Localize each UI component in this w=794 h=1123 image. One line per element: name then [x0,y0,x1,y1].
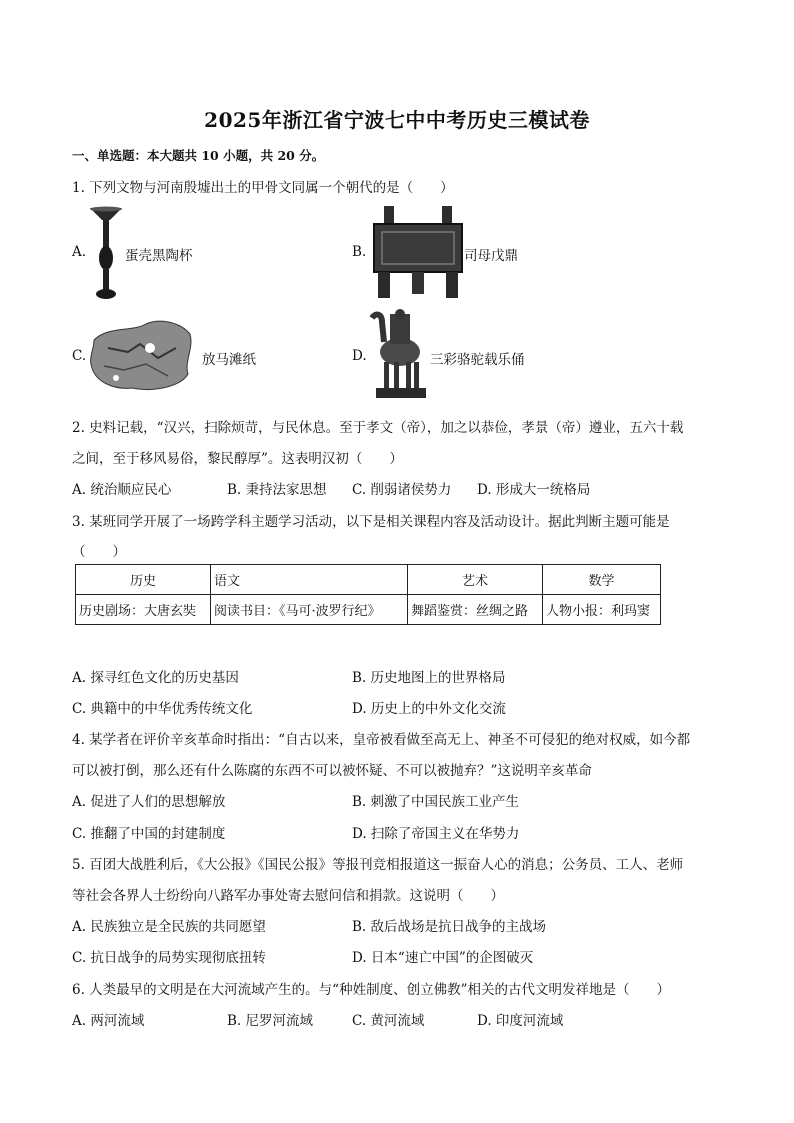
table-cell-chinese: 阅读书目：《马可·波罗行纪》 [211,595,408,625]
q5-option-b: B. 敌后战场是抗日战争的主战场 [352,919,547,935]
q3-stem-line2: （ ） [72,544,126,560]
table-cell-math: 人物小报：利玛窦 [543,595,661,625]
table-header-art: 艺术 [408,565,543,595]
q1-option-c-label: 放马滩纸 [202,352,256,368]
q4-stem-line1: 4. 某学者在评价辛亥革命时指出：“自古以来，皇帝被看做至高无上、神圣不可侵犯的绝对权威，如今都 [72,732,691,748]
q5-option-d: D. 日本“速亡中国”的企图破灭 [352,950,534,966]
q5-option-a: A. 民族独立是全民族的共同愿望 [72,919,266,935]
q3-option-d: D. 历史上的中外文化交流 [352,701,506,717]
q6-option-c: C. 黄河流域 [352,1013,425,1029]
q1-option-d-label: 三彩骆驼载乐俑 [430,352,525,368]
q4-option-b: B. 刺激了中国民族工业产生 [352,794,520,810]
q2-option-c: C. 削弱诸侯势力 [352,482,452,498]
q1-option-a-letter: A. [72,244,87,260]
tricolor-camel-icon [368,308,428,402]
q1-option-a-label: 蛋壳黑陶杯 [125,248,193,264]
exam-title: 2025年浙江省宁波七中中考历史三模试卷 [204,108,590,132]
table-cell-art: 舞蹈鉴赏：丝绸之路 [408,595,543,625]
table-header-chinese: 语文 [211,565,408,595]
course-table [75,564,661,625]
q2-option-d: D. 形成大一统格局 [477,482,591,498]
q1-option-c-letter: C. [72,348,87,364]
q1-option-b-letter: B. [352,244,367,260]
q2-stem-line2: 之间，至于移风易俗，黎民醇厚”。这表明汉初（ ） [72,451,403,467]
q4-option-d: D. 扫除了帝国主义在华势力 [352,826,520,842]
table-header-row [76,565,661,595]
q2-stem-line1: 2. 史料记载，“汉兴，扫除烦苛，与民休息。至于孝文（帝），加之以恭俭，孝景（帝）遵业，五六十载 [72,420,684,436]
table-header-history: 历史 [76,565,211,595]
q5-option-c: C. 抗日战争的局势实现彻底扭转 [72,950,266,966]
section-heading: 一、单选题：本大题共 10 小题，共 20 分。 [72,148,325,163]
q3-option-b: B. 历史地图上的世界格局 [352,670,506,686]
q4-option-a: A. 促进了人们的思想解放 [72,794,226,810]
q3-option-c: C. 典籍中的中华优秀传统文化 [72,701,253,717]
q4-option-c: C. 推翻了中国的封建制度 [72,826,226,842]
q6-stem: 6. 人类最早的文明是在大河流域产生的。与“种姓制度、创立佛教”相关的古代文明发祥地是（ ） [72,982,670,998]
q1-stem: 1. 下列文物与河南殷墟出土的甲骨文同属一个朝代的是（ ） [72,180,454,196]
q5-stem-line2: 等社会各界人士纷纷向八路军办事处寄去慰问信和捐款。这说明（ ） [72,888,504,904]
bronze-ding-icon [372,206,464,300]
table-row [76,595,661,625]
q2-option-b: B. 秉持法家思想 [227,482,327,498]
q3-stem-line1: 3. 某班同学开展了一场跨学科主题学习活动，以下是相关课程内容及活动设计。据此判断主题可能是 [72,514,670,530]
table-cell-history: 历史剧场：大唐玄奘 [76,595,211,625]
table-header-math: 数学 [543,565,661,595]
black-pottery-cup-icon [88,206,124,302]
q6-option-d: D. 印度河流域 [477,1013,564,1029]
q1-option-d-letter: D. [352,348,367,364]
ancient-paper-icon [88,318,194,394]
q4-stem-line2: 可以被打倒，那么还有什么陈腐的东西不可以被怀疑、不可以被抛弃？”这说明辛亥革命 [72,763,592,779]
q1-option-b-label: 司母戊鼎 [464,248,518,264]
q3-option-a: A. 探寻红色文化的历史基因 [72,670,239,686]
q6-option-b: B. 尼罗河流域 [227,1013,314,1029]
q6-option-a: A. 两河流域 [72,1013,145,1029]
q2-option-a: A. 统治顺应民心 [72,482,172,498]
q5-stem-line1: 5. 百团大战胜利后，《大公报》《国民公报》等报刊竞相报道这一振奋人心的消息；公务员、工人、老师 [72,857,684,873]
